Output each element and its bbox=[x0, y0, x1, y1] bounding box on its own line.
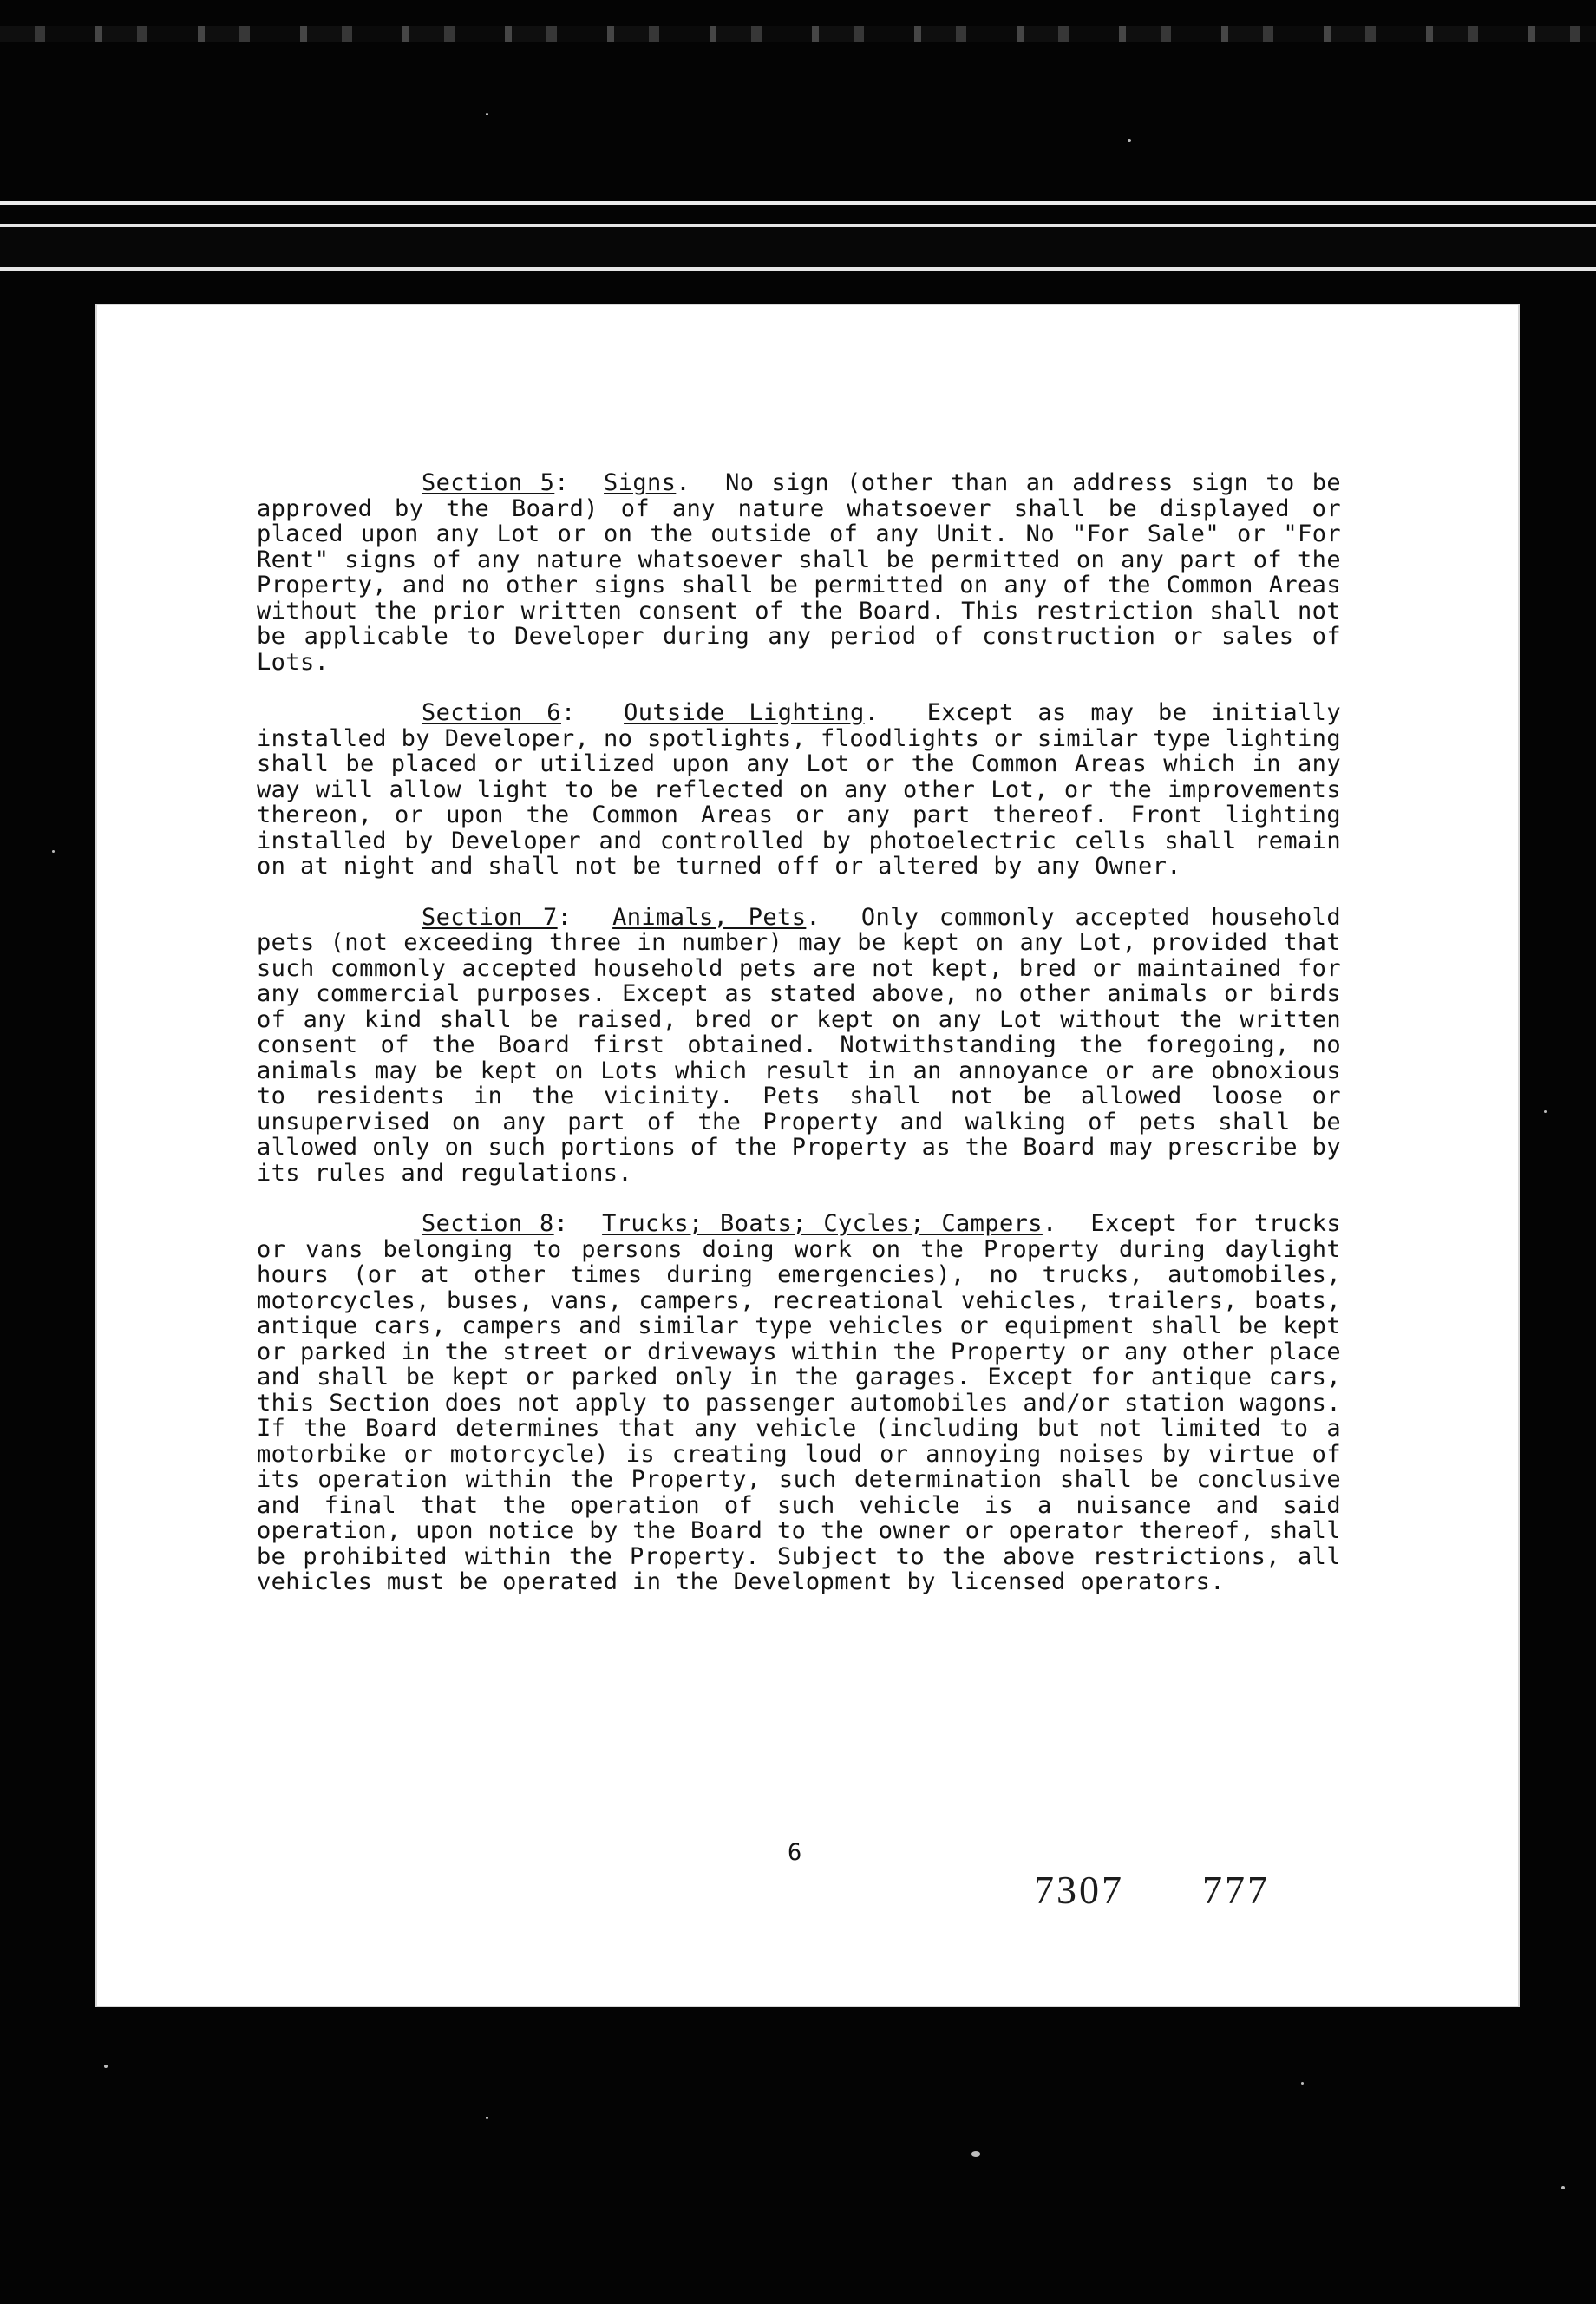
stamp-book-number: 7307 bbox=[1034, 1868, 1124, 1912]
scan-speck bbox=[486, 113, 488, 115]
scan-speck bbox=[1128, 139, 1131, 142]
section-8-paragraph: Section 8: Trucks; Boats; Cycles; Campers. Except for trucks or vans belonging to persons doing work on the Property during daylight hours (or at other times during emergencies), no trucks, automobiles, motorcycles, buses, vans, campers, recreational vehicles, trailers, boats, antique cars, campers and similar type vehicles or equipment shall be kept or parked in the street or driveways within the Property or any other place and shall be kept or parked only in the garages. Except for antique cars, this Section does not apply to passenger automobiles and/or station wagons. If the Board determines that any vehicle (including but not limited to a motorbike or motorcycle) is creating loud or annoying noises by virtue of its operation within the Property, such determination shall be conclusive and final that the operation of such vehicle is a nuisance and said operation, upon notice by the Board to the owner or operator thereof, shall be prohibited within the Property. Subject to the above restrictions, all vehicles must be operated in the Development by licensed operators. bbox=[257, 1210, 1341, 1595]
scan-speck bbox=[104, 2065, 108, 2068]
section-5-heading: Section 5 bbox=[422, 469, 555, 496]
section-7-title: Animals, Pets bbox=[612, 903, 807, 931]
scan-edge-band-inner bbox=[0, 227, 1596, 267]
section-8-heading: Section 8 bbox=[422, 1210, 554, 1237]
section-8-body: Except for trucks or vans belonging to persons doing work on the Property during daylight hours (or at other times during emergencies), no trucks, automobiles, motorcycles, buses, vans, campers, recreational vehicles, trailers, boats, antique cars, campers and similar type vehicles or equipment shall be kept or parked in the street or driveways within the Property or any other place and shall be kept or parked only in the garages. Except for antique cars, this Section does not apply to passenger automobiles and/or station wagons. If the Board determines that any vehicle (including but not limited to a motorbike or motorcycle) is creating loud or annoying noises by virtue of its operation within the Property, such determination shall be conclusive and final that the operation of such vehicle is a nuisance and said operation, upon notice by the Board to the owner or operator thereof, shall be prohibited within the Property. Subject to the above restrictions, all vehicles must be operated in the Development by licensed operators. bbox=[257, 1210, 1341, 1595]
recording-stamp bbox=[1034, 1867, 1270, 1913]
page-number: 6 bbox=[788, 1839, 802, 1866]
scan-edge-line bbox=[0, 201, 1596, 205]
scan-speck bbox=[1561, 2186, 1565, 2189]
scan-speck bbox=[971, 2151, 980, 2157]
scan-speck bbox=[52, 850, 55, 853]
section-5-title: Signs bbox=[604, 469, 677, 496]
section-6-title: Outside Lighting bbox=[624, 699, 865, 726]
scan-speck bbox=[486, 2117, 488, 2119]
section-7-body: Only commonly accepted household pets (not exceeding three in number) may be kept on any Lot, provided that such commonly accepted household pets are not kept, bred or maintained for any commercial purposes. Except as stated above, no other animals or birds of any kind shall be raised, bred or kept on any Lot without the written consent of the Board first obtained. Notwithstanding the foregoing, no animals may be kept on Lots which result in an annoyance or are obnoxious to residents in the vicinity. Pets shall not be allowed loose or unsupervised on any part of the Property and walking of pets shall be allowed only on such portions of the Property as the Board may prescribe by its rules and regulations. bbox=[257, 903, 1341, 1187]
section-7-heading: Section 7 bbox=[422, 903, 558, 931]
scan-speck bbox=[1301, 2082, 1304, 2085]
scan-noise-band bbox=[0, 26, 1596, 42]
document-page bbox=[97, 305, 1518, 2006]
stamp-page-number: 777 bbox=[1202, 1868, 1270, 1912]
section-5-paragraph: Section 5: Signs. No sign (other than an address sign to be approved by the Board) of any nature whatsoever shall be displayed or placed upon any Lot or on the outside of any Unit. No "For Sale" or "For Rent" signs of any nature whatsoever shall be permitted on any part of the Property, and no other signs shall be permitted on any of the Common Areas without the prior written consent of the Board. This restriction shall not be applicable to Developer during any period of construction or sales of Lots. bbox=[257, 469, 1342, 676]
document-body bbox=[257, 470, 1341, 1620]
section-6-body: Except as may be initially installed by Developer, no spotlights, floodlights or similar type lighting shall be placed or utilized upon any Lot or the Common Areas which in any way will allow light to be reflected on any other Lot, or the improvements thereon, or upon the Common Areas or any part thereof. Front lighting installed by Developer and controlled by photoelectric cells shall remain on at night and shall not be turned off or altered by any Owner. bbox=[257, 699, 1341, 880]
section-6-paragraph: Section 6: Outside Lighting. Except as may be initially installed by Developer, no spotlights, floodlights or similar type lighting shall be placed or utilized upon any Lot or the Common Areas which in any way will allow light to be reflected on any other Lot, or the improvements thereon, or upon the Common Areas or any part thereof. Front lighting installed by Developer and controlled by photoelectric cells shall remain on at night and shall not be turned off or altered by any Owner. bbox=[257, 699, 1341, 880]
section-6-heading: Section 6 bbox=[422, 699, 561, 726]
section-8-title: Trucks; Boats; Cycles; Campers bbox=[602, 1210, 1043, 1237]
scan-speck bbox=[1544, 1110, 1547, 1113]
section-5-body: No sign (other than an address sign to be approved by the Board) of any nature whatsoever shall be displayed or placed upon any Lot or on the outside of any Unit. No "For Sale" or "For Rent" signs of any nature whatsoever shall be permitted on any part of the Property, and no other signs shall be permitted on any of the Common Areas without the prior written consent of the Board. This restriction shall not be applicable to Developer during any period of construction or sales of Lots. bbox=[257, 469, 1342, 676]
section-7-paragraph: Section 7: Animals, Pets. Only commonly accepted household pets (not exceeding three in number) may be kept on any Lot, provided that such commonly accepted household pets are not kept, bred or maintained for any commercial purposes. Except as stated above, no other animals or birds of any kind shall be raised, bred or kept on any Lot without the written consent of the Board first obtained. Notwithstanding the foregoing, no animals may be kept on Lots which result in an annoyance or are obnoxious to residents in the vicinity. Pets shall not be allowed loose or unsupervised on any part of the Property and walking of pets shall be allowed only on such portions of the Property as the Board may prescribe by its rules and regulations. bbox=[257, 903, 1341, 1187]
